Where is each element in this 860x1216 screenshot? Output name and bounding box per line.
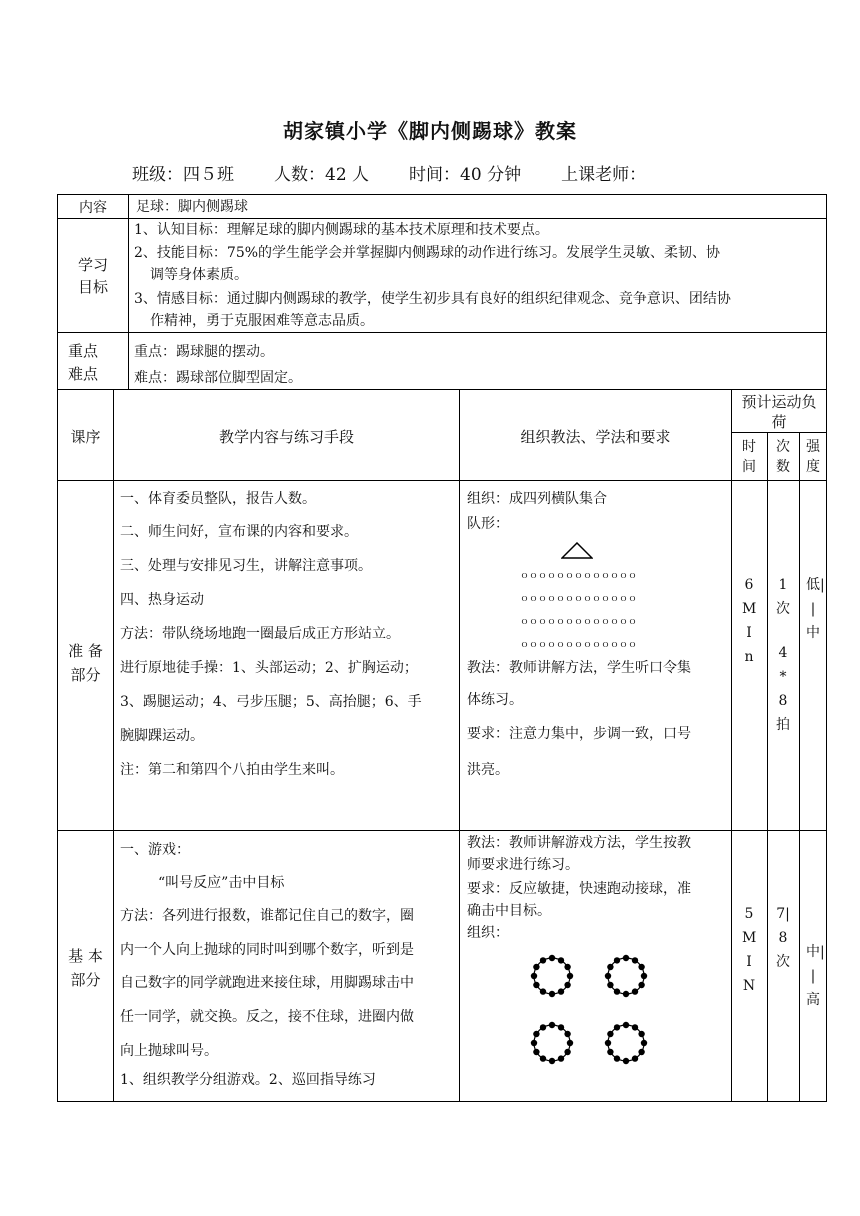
prep-intensity-cell: [799, 480, 827, 831]
header-load: 预计运动负荷: [741, 393, 817, 431]
player-dot: [605, 1040, 611, 1046]
formation-row-2: ｏｏｏｏｏｏｏｏｏｏｏｏｏ: [520, 594, 638, 604]
prep-line-6: 进行原地徒手操：1、头部运动；2、扩胸运动；: [120, 660, 418, 676]
player-dot: [533, 1049, 539, 1055]
player-dot: [632, 1055, 638, 1061]
basic-org: 组织：: [467, 925, 509, 941]
basic-line-4: 内一个人向上抛球的同时叫到哪个数字，听到是: [120, 942, 414, 958]
player-dot: [549, 1058, 555, 1064]
basic-line-1: 一、游戏：: [120, 842, 190, 858]
player-ring: [534, 1025, 570, 1061]
prep-times-2: 4*8拍: [776, 645, 790, 733]
prep-line-5: 方法：带队绕场地跑一圈最后成正方形站立。: [120, 626, 400, 642]
player-ring: [608, 958, 644, 994]
player-dot: [531, 1040, 537, 1046]
player-ring: [534, 958, 570, 994]
player-dot: [607, 1049, 613, 1055]
prep-line-9: 注：第二和第四个八拍由学生来叫。: [120, 762, 344, 778]
header-time: 时间: [742, 439, 756, 475]
player-dot: [623, 991, 629, 997]
basic-line-2: “叫号反应”击中目标: [158, 875, 285, 891]
basic-times: 7|8次: [776, 906, 790, 970]
basic-seq-cell: [57, 830, 114, 1102]
prep-line-2: 二、师生问好，宣布课的内容和要求。: [120, 524, 358, 540]
content-value: 足球：脚内侧踢球: [136, 199, 248, 215]
player-dot: [549, 955, 555, 961]
header-seq: 课序: [70, 428, 101, 446]
formation-row-3: ｏｏｏｏｏｏｏｏｏｏｏｏｏ: [520, 617, 638, 627]
keypoints-label-2: 难点: [67, 365, 98, 383]
time-label: 时间：40 分钟: [409, 165, 522, 185]
player-dot: [558, 1055, 564, 1061]
player-dot: [531, 973, 537, 979]
basic-label-1: 基 本: [68, 947, 103, 965]
player-dot: [641, 1040, 647, 1046]
prep-formation: 队形：: [467, 516, 509, 532]
player-dot: [564, 964, 570, 970]
player-dot: [607, 1031, 613, 1037]
formation-row-4: ｏｏｏｏｏｏｏｏｏｏｏｏｏ: [520, 640, 638, 650]
goal-3b: 作精神，勇于克服困难等意志品质。: [150, 313, 374, 329]
teacher-label: 上课老师：: [561, 165, 647, 185]
basic-req-2: 确击中目标。: [467, 903, 551, 919]
player-dot: [540, 1024, 546, 1030]
basic-line-6: 任一同学，就交换。反之，接不住球，进圈内做: [120, 1009, 414, 1025]
player-dot: [638, 1031, 644, 1037]
prep-line-1: 一、体育委员整队，报告人数。: [120, 491, 316, 507]
player-ring: [608, 1025, 644, 1061]
formation-row-1: ｏｏｏｏｏｏｏｏｏｏｏｏｏ: [520, 571, 638, 581]
player-dot: [549, 1022, 555, 1028]
player-dot: [632, 988, 638, 994]
basic-content-cell: [113, 830, 460, 1102]
prep-line-8: 腕脚踝运动。: [120, 728, 204, 744]
basic-req-1: 要求：反应敏捷，快速跑动接球，准: [467, 881, 691, 897]
player-dot: [607, 964, 613, 970]
player-dot: [533, 982, 539, 988]
prep-method-1: 教法：教师讲解方法，学生听口令集: [467, 660, 691, 676]
player-dot: [614, 1055, 620, 1061]
player-dot: [549, 991, 555, 997]
player-dot: [533, 1031, 539, 1037]
prep-intensity: 低||中: [806, 577, 825, 641]
goal-3a: 3、情感目标：通过脚内侧踢球的教学，使学生初步具有良好的组织纪律观念、竞争意识、团结协: [134, 291, 731, 307]
player-dot: [558, 957, 564, 963]
header-content: 教学内容与练习手段: [218, 428, 354, 446]
prep-line-3: 三、处理与安排见习生，讲解注意事项。: [120, 558, 372, 574]
goal-2b: 调等身体素质。: [150, 267, 248, 283]
basic-label-2: 部分: [70, 971, 101, 989]
player-dot: [607, 982, 613, 988]
prep-times-1: 1次: [776, 577, 790, 617]
player-dot: [540, 988, 546, 994]
player-dot: [638, 982, 644, 988]
prep-org: 组织：成四列横队集合: [467, 491, 607, 507]
goals-label-1: 学习: [77, 256, 108, 274]
player-dot: [638, 964, 644, 970]
prep-req-1: 要求：注意力集中，步调一致，口号: [467, 726, 691, 742]
difficulty-point: 难点：踢球部位脚型固定。: [134, 370, 302, 386]
prep-req-2: 洪亮。: [467, 762, 509, 778]
player-dot: [564, 1049, 570, 1055]
key-point: 重点：踢球腿的摆动。: [134, 344, 274, 360]
player-dot: [623, 1058, 629, 1064]
teacher-triangle-icon: [561, 542, 593, 560]
player-dot: [623, 955, 629, 961]
basic-intensity: 中||高: [806, 944, 825, 1008]
player-dot: [540, 1055, 546, 1061]
player-dot: [614, 957, 620, 963]
player-dot: [632, 957, 638, 963]
goals-label-2: 目标: [77, 278, 108, 296]
player-dot: [623, 1022, 629, 1028]
player-dot: [567, 1040, 573, 1046]
goal-2a: 2、技能目标：75%的学生能学会并掌握脚内侧踢球的动作进行练习。发展学生灵敏、柔韧、协: [134, 245, 721, 261]
page-title: 胡家镇小学《脚内侧踢球》教案: [283, 119, 577, 143]
prep-line-7: 3、踢腿运动；4、弓步压腿；5、高抬腿；6、手: [120, 694, 422, 710]
class-label: 班级：四５班: [132, 165, 234, 185]
basic-line-7: 向上抛球叫号。: [120, 1043, 218, 1059]
player-dot: [614, 988, 620, 994]
class-info: [132, 160, 686, 185]
basic-time: 5MIN: [742, 906, 757, 994]
basic-line-8: 1、组织教学分组游戏。2、巡回指导练习: [120, 1072, 376, 1088]
player-dot: [540, 957, 546, 963]
player-dot: [533, 964, 539, 970]
prep-label-1: 准 备: [68, 642, 103, 660]
player-dot: [564, 1031, 570, 1037]
player-dot: [564, 982, 570, 988]
goal-1: 1、认知目标：理解足球的脚内侧踢球的基本技术原理和技术要点。: [134, 222, 549, 238]
player-dot: [558, 988, 564, 994]
keypoints-label-1: 重点: [67, 342, 98, 360]
basic-method-1: 教法：教师讲解游戏方法，学生按教: [467, 835, 691, 851]
prep-line-4: 四、热身运动: [120, 592, 204, 608]
header-intensity: 强度: [806, 439, 820, 475]
player-dot: [558, 1024, 564, 1030]
content-label: 内容: [79, 200, 107, 216]
player-dot: [567, 973, 573, 979]
player-dot: [605, 973, 611, 979]
prep-time: 6MIn: [742, 577, 757, 665]
count-label: 人数：42 人: [274, 165, 370, 185]
basic-line-3: 方法：各列进行报数，谁都记住自己的数字，圈: [120, 908, 414, 924]
player-dot: [638, 1049, 644, 1055]
player-circles-icon: [526, 945, 666, 1071]
prep-method-2: 体练习。: [467, 692, 523, 708]
player-dot: [641, 973, 647, 979]
player-dot: [614, 1024, 620, 1030]
prep-label-2: 部分: [70, 666, 101, 684]
basic-method-2: 师要求进行练习。: [467, 857, 579, 873]
player-dot: [632, 1024, 638, 1030]
header-times: 次数: [776, 439, 790, 475]
header-method: 组织教法、学法和要求: [520, 428, 671, 446]
basic-line-5: 自己数字的同学就跑进来接住球，用脚踢球击中: [120, 975, 414, 991]
